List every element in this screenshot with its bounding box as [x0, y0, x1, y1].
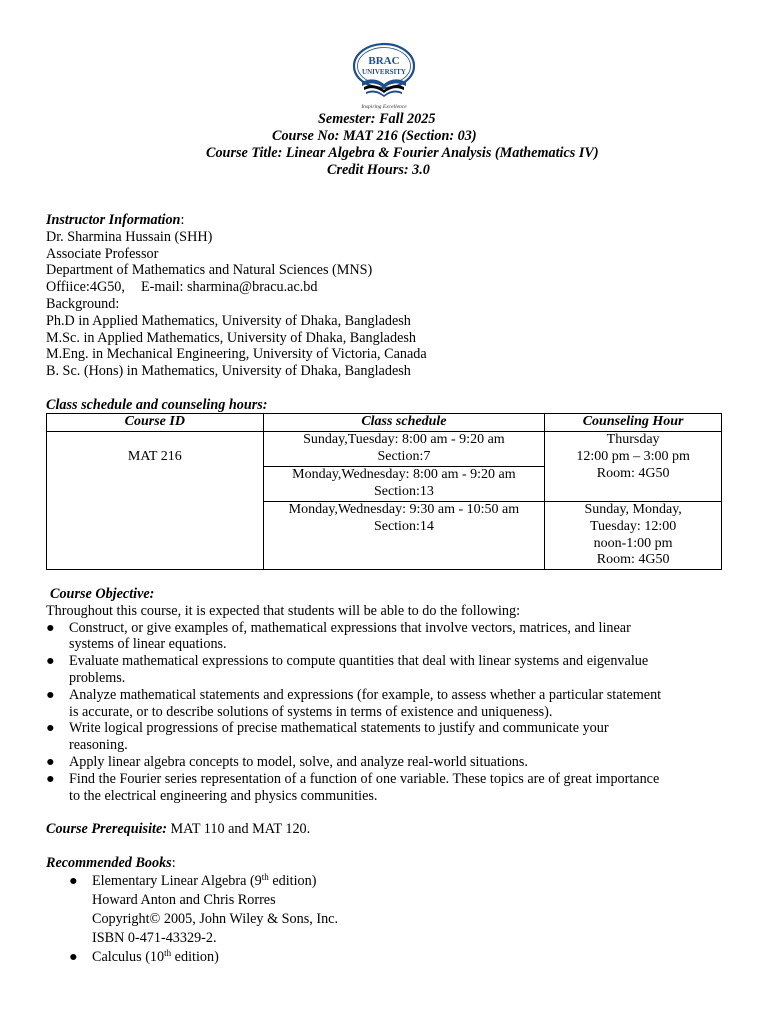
prerequisite-label: Course Prerequisite:: [46, 821, 167, 837]
column-header: Counseling Hour: [545, 414, 722, 432]
brac-university-logo: [340, 42, 430, 112]
office: Offiice:4G50,: [46, 279, 125, 296]
book-isbn: ISBN 0-471-43329-2.: [92, 929, 217, 946]
counseling-cell: Thursday 12:00 pm – 3:00 pm Room: 4G50: [545, 432, 722, 502]
objective-intro: Throughout this course, it is expected that students will be able to do the following:: [46, 602, 521, 619]
counseling-cell: Sunday, Monday, Tuesday: 12:00 noon-1:00 pm Room: 4G50: [545, 502, 722, 570]
table-row: [47, 432, 722, 467]
list-item: ● Analyze mathematical statements and expressions (for example, to assess whether a particular statement is accurate, or to describe solutions of systems in terms of existence and uniqueness).: [46, 686, 662, 720]
schedule-cell: Monday,Wednesday: 9:30 am - 10:50 am Section:14: [263, 502, 545, 570]
instructor-name: Dr. Sharmina Hussain (SHH): [46, 228, 213, 245]
logo-tagline: Inspiring Excellence: [361, 104, 407, 110]
schedule-cell: Monday,Wednesday: 8:00 am - 9:20 am Section:13: [263, 467, 545, 502]
book-list: [46, 872, 726, 967]
course-id-cell: MAT 216: [47, 432, 264, 570]
course-number: Course No: MAT 216 (Section: 03): [272, 128, 477, 144]
books-section: [46, 855, 726, 967]
table-header-row: [47, 414, 722, 432]
books-heading: Recommended Books: [46, 855, 172, 871]
credit-hours: Credit Hours: 3.0: [327, 162, 430, 178]
list-item: ● Construct, or give examples of, mathematical expressions that involve vectors, matrices, and linear systems of linear equations.: [46, 619, 631, 653]
book-authors: Howard Anton and Chris Rorres: [92, 891, 276, 908]
logo-text-brac: BRAC: [368, 55, 400, 67]
semester: Semester: Fall 2025: [318, 111, 436, 127]
degree: B. Sc. (Hons) in Mathematics, University of Dhaka, Bangladesh: [46, 363, 411, 380]
degree: M.Sc. in Applied Mathematics, University of Dhaka, Bangladesh: [46, 329, 416, 346]
list-item: ● Evaluate mathematical expressions to compute quantities that deal with linear systems and eigenvalue problems.: [46, 653, 649, 686]
logo-text-university: UNIVERSITY: [362, 68, 406, 76]
instructor-position: Associate Professor: [46, 245, 159, 262]
list-item: ● Find the Fourier series representation of a function of one variable. These topics are of great importance to the electrical engineering and physics communities.: [46, 770, 660, 804]
degree: M.Eng. in Mechanical Engineering, University of Victoria, Canada: [46, 346, 427, 363]
column-header: Class schedule: [263, 414, 545, 432]
instructor-heading: Instructor Information: [46, 212, 181, 228]
book-title: Calculus (10th edition): [92, 947, 219, 965]
instructor-section: [46, 212, 726, 380]
objective-list: [46, 620, 726, 805]
schedule-cell: Sunday,Tuesday: 8:00 am - 9:20 am Section:7: [263, 432, 545, 467]
books-heading-row: Recommended Books:: [46, 855, 176, 871]
email: E-mail: sharmina@bracu.ac.bd: [140, 279, 318, 296]
instructor-department: Department of Mathematics and Natural Sciences (MNS): [46, 262, 373, 279]
prerequisite-row: [46, 821, 726, 838]
book-title: Elementary Linear Algebra (9th edition): [92, 871, 317, 889]
prerequisite-value: MAT 110 and MAT 120.: [167, 821, 311, 837]
list-item: ● Write logical progressions of precise mathematical statements to justify and communicate your reasoning.: [46, 720, 609, 754]
column-header: Course ID: [47, 414, 264, 432]
course-title: Course Title: Linear Algebra & Fourier Analysis (Mathematics IV): [206, 145, 599, 161]
schedule-heading: Class schedule and counseling hours:: [46, 397, 268, 413]
list-item: ● Elementary Linear Algebra (9th edition) Howard Anton and Chris Rorres Copyright© 2005, John Wiley & Sons, Inc. ISBN 0-471-43329-2.: [46, 872, 726, 948]
objective-section: [46, 586, 726, 804]
list-item: ● Apply linear algebra concepts to model, solve, and analyze real-world situations.: [46, 753, 528, 770]
schedule-table: [46, 413, 722, 570]
book-copyright: Copyright© 2005, John Wiley & Sons, Inc.: [92, 910, 339, 927]
instructor-heading-row: Instructor Information:: [46, 212, 185, 228]
list-item: ● Calculus (10th edition): [46, 948, 726, 967]
objective-heading: Course Objective:: [50, 586, 155, 602]
degree: Ph.D in Applied Mathematics, University of Dhaka, Bangladesh: [46, 312, 411, 329]
background-label: Background:: [46, 295, 120, 312]
instructor-contact: [46, 279, 726, 296]
